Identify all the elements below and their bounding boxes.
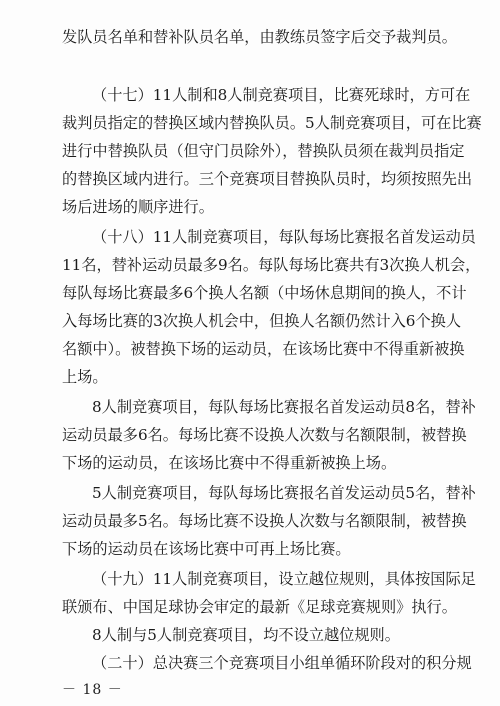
text-line-5: 的替换区域内进行。三个竞赛项目替换队员时，均须按照先出 bbox=[62, 170, 473, 188]
text-line-20: 联颁布、中国足球协会审定的最新《足球竞赛规则》执行。 bbox=[62, 598, 457, 616]
text-line-14: 运动员最多6名。每场比赛不设换人次数与名额限制，被替换 bbox=[62, 426, 467, 444]
text-line-13: 8人制竞赛项目，每队每场比赛报名首发运动员8名，替补 bbox=[92, 398, 476, 416]
text-line-17: 运动员最多5名。每场比赛不设换人次数与名额限制，被替换 bbox=[62, 512, 467, 530]
text-line-3: 裁判员指定的替换区域内替换队员。5人制竞赛项目，可在比赛 bbox=[62, 114, 482, 132]
text-line-8: 11名，替补运动员最多9名。每队每场比赛共有3次换人机会， bbox=[62, 256, 481, 274]
text-line-16: 5人制竞赛项目，每队每场比赛报名首发运动员5名，替补 bbox=[92, 484, 476, 502]
text-line-6: 场后进场的顺序进行。 bbox=[62, 198, 214, 216]
text-line-18: 下场的运动员在该场比赛中可再上场比赛。 bbox=[62, 540, 351, 558]
page-number: － 18 － bbox=[62, 682, 123, 698]
text-line-7: （十八）11人制竞赛项目，每队每场比赛报名首发运动员 bbox=[92, 228, 476, 246]
text-line-10: 入每场比赛的3次换人机会中，但换人名额仍然计入6个换人 bbox=[62, 312, 462, 330]
text-line-4: 进行中替换队员（但守门员除外），替换队员须在裁判员指定 bbox=[62, 142, 465, 160]
text-line-19: （十九）11人制竞赛项目，设立越位规则，具体按国际足 bbox=[92, 570, 476, 588]
text-line-11: 名额中）。被替换下场的运动员，在该场比赛中不得重新被换 bbox=[62, 340, 465, 358]
text-line-1: 发队员名单和替补队员名单，由教练员签字后交予裁判员。 bbox=[62, 28, 457, 46]
text-line-2: （十七）11人制和8人制竞赛项目，比赛死球时，方可在 bbox=[92, 86, 471, 104]
text-line-15: 下场的运动员，在该场比赛中不得重新被换上场。 bbox=[62, 454, 397, 472]
text-line-9: 每队每场比赛最多6个换人名额（中场休息期间的换人，不计 bbox=[62, 284, 467, 302]
text-line-21: 8人制与5人制竞赛项目，均不设立越位规则。 bbox=[92, 626, 400, 644]
text-line-22: （二十）总决赛三个竞赛项目小组单循环阶段对的积分规 bbox=[92, 654, 472, 672]
text-line-12: 上场。 bbox=[62, 368, 108, 386]
